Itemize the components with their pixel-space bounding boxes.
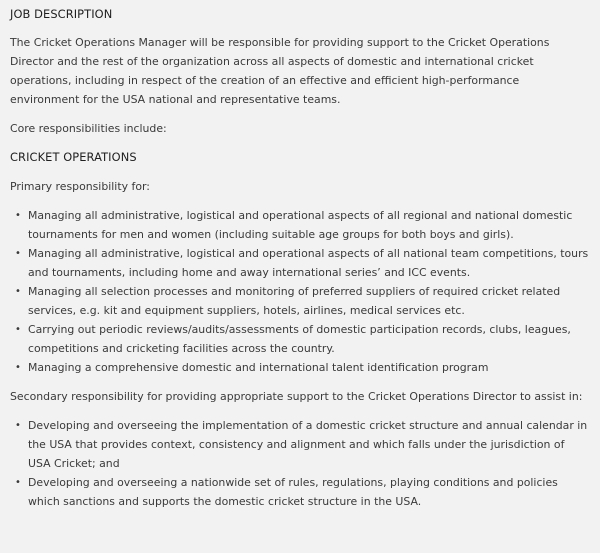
bullet-icon: • <box>15 286 21 297</box>
list-item-text: Managing a comprehensive domestic and international talent identification program <box>28 361 489 374</box>
bullet-icon: • <box>15 210 21 221</box>
list-item-text: Managing all administrative, logistical and operational aspects of all regional and national domestic tournaments for men and women (including suitable age groups for both boys and girls). <box>28 209 573 241</box>
bullet-icon: • <box>15 248 21 259</box>
list-item-text: Developing and overseeing the implementation of a domestic cricket structure and annual calendar in the USA that provides context, consistency and alignment and which falls under the jurisdiction of USA Cricket; and <box>28 419 588 470</box>
list-item <box>10 473 590 511</box>
cricket-operations-heading: CRICKET OPERATIONS <box>10 150 137 164</box>
job-description-heading: JOB DESCRIPTION <box>10 7 113 21</box>
list-item <box>10 320 590 358</box>
list-item <box>10 358 590 377</box>
list-item-text: Carrying out periodic reviews/audits/assessments of domestic participation records, clubs, leagues, competitions and cricketing facilities across the country. <box>28 323 571 355</box>
list-item-text: Developing and overseeing a nationwide set of rules, regulations, playing conditions and policies which sanctions and supports the domestic cricket structure in the USA. <box>28 476 558 508</box>
list-item <box>10 282 590 320</box>
bullet-icon: • <box>15 477 21 488</box>
primary-responsibility-label: Primary responsibility for: <box>10 180 150 193</box>
list-item-text: Managing all selection processes and monitoring of preferred suppliers of required cricket related services, e.g. kit and equipment suppliers, hotels, airlines, medical services etc. <box>28 285 561 317</box>
bullet-icon: • <box>15 324 21 335</box>
bullet-icon: • <box>15 362 21 373</box>
core-responsibilities-label: Core responsibilities include: <box>10 122 167 135</box>
list-item <box>10 416 590 473</box>
list-item <box>10 244 590 282</box>
bullet-icon: • <box>15 420 21 431</box>
list-item-text: Managing all administrative, logistical and operational aspects of all national team competitions, tours and tournaments, including home and away international series’ and ICC events. <box>28 247 589 279</box>
primary-responsibilities-list <box>10 206 590 377</box>
list-item <box>10 206 590 244</box>
intro-paragraph: The Cricket Operations Manager will be responsible for providing support to the Cricket Operations Director and the rest of the organization across all aspects of domestic and international cricket operations, including in respect of the creation of an effective and efficient high-performance environment for the USA national and representative teams. <box>10 36 550 106</box>
secondary-responsibility-label: Secondary responsibility for providing appropriate support to the Cricket Operations Director to assist in: <box>10 390 583 403</box>
secondary-responsibilities-list <box>10 416 590 511</box>
